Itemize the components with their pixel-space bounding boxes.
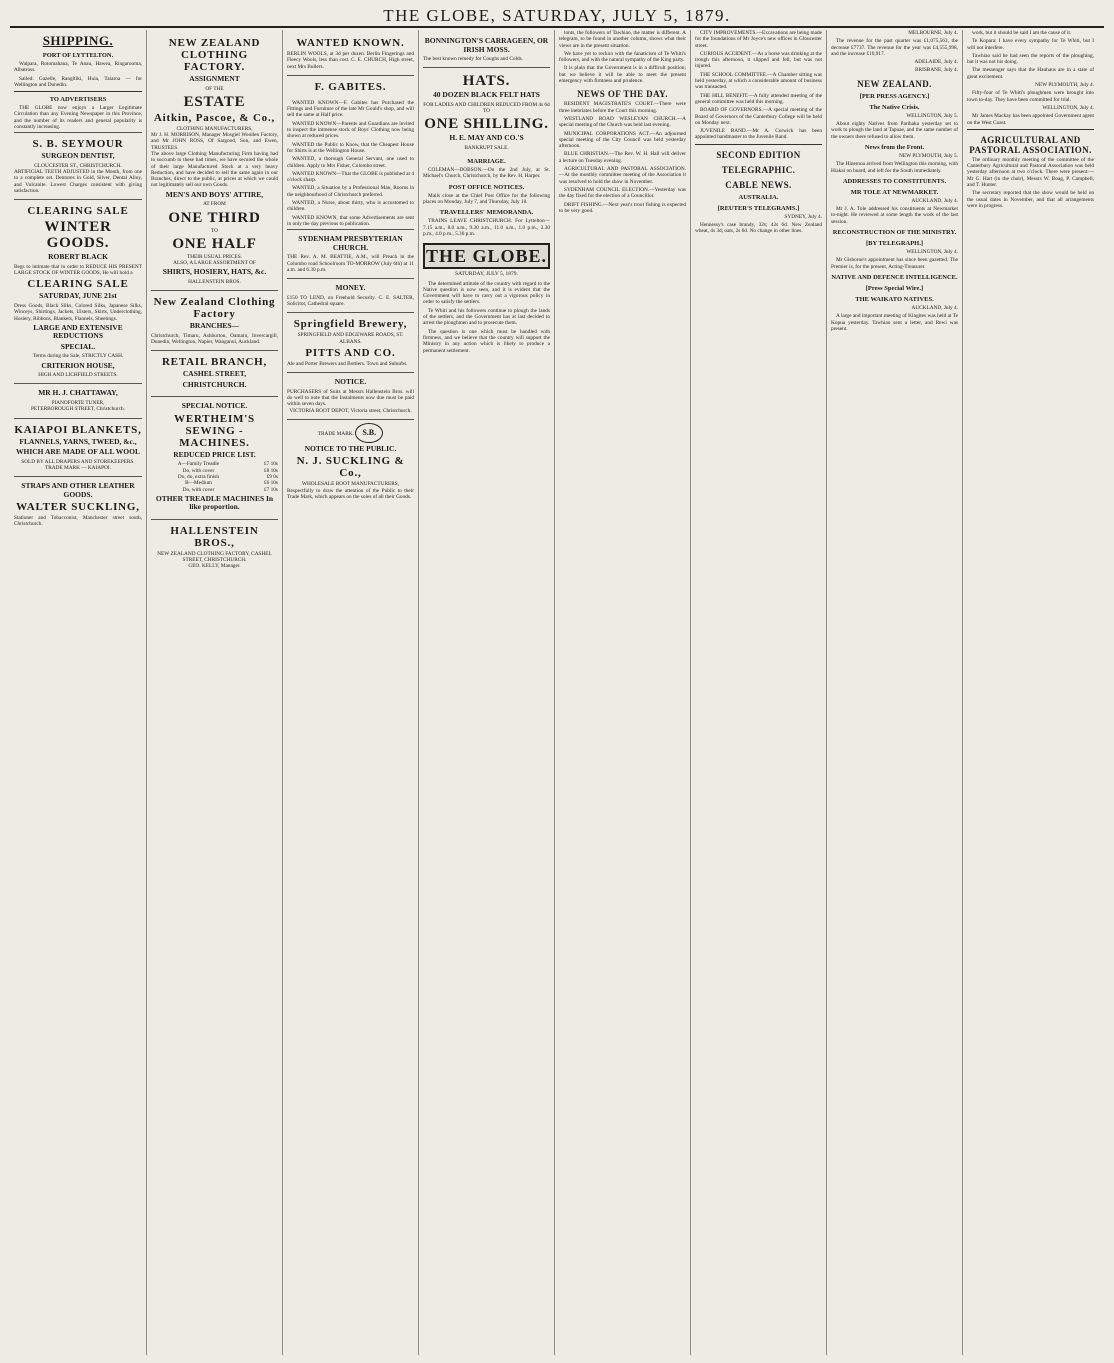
wanted-item: WANTED the Public to Know, that the Cheapest House for Shirts is at the Wellington House.: [287, 141, 414, 154]
seymour-body: ARTIFICIAL TEETH ADJUSTED in the Month, from one to a complete set. Dentures in Gold, Silver, Dental Alloy, and Vulcanite. Lowest Charges consistent with giving satisfaction.: [14, 169, 142, 195]
wellington-dateline: WELLINGTON, July 5.: [906, 112, 958, 119]
post-office-body: Mails close at the Chief Post Office for the following places on Monday, July 7, and Thursday, July 10.: [423, 192, 550, 206]
shipping-heading: SHIPPING.: [42, 33, 114, 48]
column-4: [418, 30, 554, 1355]
suckling-body: Stationer and Tobacconist, Manchester street south, Christchurch.: [14, 515, 142, 528]
trademark-logo-icon: S.B.: [355, 423, 383, 443]
manufacturers: CLOTHING MANUFACTURERS,: [176, 125, 253, 132]
reduced-price-list: REDUCED PRICE LIST.: [173, 449, 256, 459]
constituents-heading: ADDRESSES TO CONSTITUENTS.: [842, 177, 947, 185]
bonnington-advert: [423, 32, 550, 65]
marriage-body: COLEMAN—DOBSON.—On the 2nd July, at St. Michael's Church, Christchurch, by the Rev. H. Harper.: [423, 167, 550, 180]
by-telegraph: [BY TELEGRAPH.]: [865, 240, 924, 248]
column-6: [690, 30, 826, 1355]
may-sub: BANKRUPT SALE.: [464, 144, 509, 151]
wanted-known-heading: WANTED KNOWN.: [296, 37, 405, 49]
straps: STRAPS AND OTHER LEATHER GOODS.: [21, 481, 135, 499]
editorial-paragraph: We have yet to reckon with the fanaticism of Te Whiti's followers, and with the natural sympathy of the King party.: [559, 50, 686, 64]
divider: [695, 144, 822, 145]
winter-goods-heading: WINTER GOODS.: [44, 219, 112, 252]
seymour-address: GLOUCESTER ST., CHRISTCHURCH.: [34, 162, 122, 169]
news-item: CITY IMPROVEMENTS.—Excavations are being made for the foundations of Mr Joyce's new offices in Gloucester street.: [695, 30, 822, 49]
black-body: Begs to intimate that in order to REDUCE HIS PRESENT LARGE STOCK OF WINTER GOODS, He will hold a: [14, 263, 142, 277]
wertheim-heading: WERTHEIM'S SEWING - MACHINES.: [174, 412, 255, 449]
church-body: THE Rev. A. M. BEATTIE, A.M., will Preach in the Colombo road Schoolroom TO-MORROW (July 6th) at 11 a.m. and 6.30 p.m.: [287, 254, 414, 273]
second-edition: SECOND EDITION: [716, 149, 801, 160]
price-value: £6 10s: [264, 480, 278, 487]
auckland-dateline-2: AUCKLAND, July 4.: [911, 304, 958, 311]
advertisers-body: THE GLOBE now enjoys a Larger Legitimate Circulation than any Evening Newspaper in this Province, and the number of its readers and general popularity is constantly increasing.: [14, 105, 142, 131]
suckling-body: Respectfully to draw the attention of the Public to their Trade Mark, which appears on the soles of all their Goods.: [287, 487, 414, 500]
chattaway-advert: [14, 383, 142, 415]
news-item: The messenger says that the Hauhaus are in a state of great excitement.: [967, 67, 1094, 80]
money-body: £150 TO LEND, on Freehold Security. C. E. SALTER, Solicitor, Cathedral square.: [287, 294, 414, 307]
column-3: [282, 30, 418, 1355]
news-item: THE SCHOOL COMMITTEE.—A Chamber sitting was held yesterday, at which a considerable amount of business was transacted.: [695, 71, 822, 91]
criterion-house: CRITERION HOUSE,: [41, 360, 115, 370]
criterion-address: HIGH AND LICHFIELD STREETS.: [38, 372, 118, 379]
wanted-item: WANTED, a Situation by a Professional Man, Rooms in the neighbourhood of Christchurch preferred.: [287, 185, 414, 198]
kaiapoi-body: WHICH ARE MADE OF ALL WOOL: [16, 447, 140, 457]
news-item: Te Kopara: I have every sympathy for Te Whiti, but I will not interfere.: [967, 38, 1094, 51]
hats-40: 40 DOZEN BLACK FELT HATS: [433, 90, 540, 100]
assignment: ASSIGNMENT: [189, 74, 240, 83]
hallenstein-advert: [151, 519, 278, 573]
hats-advert: [423, 67, 550, 154]
mens-attire: MEN'S AND BOYS' ATTIRE,: [165, 189, 264, 199]
newspaper-title: THE GLOBE, SATURDAY, JULY 5, 1879.: [383, 6, 731, 25]
price-value: £7 10s: [264, 461, 278, 468]
native-defence-heading: NATIVE AND DEFENCE INTELLIGENCE.: [831, 273, 958, 281]
retail-advert: [151, 350, 278, 394]
chattaway-address: PETERBOROUGH STREET, Christchurch.: [30, 406, 126, 413]
wellington-body: Mr James Mackay has been appointed Government agent on the West Coast.: [967, 113, 1094, 126]
retail-branch: RETAIL BRANCH,: [161, 356, 268, 369]
wellington-dateline: WELLINGTON, July 4.: [1042, 104, 1094, 111]
native-crisis: The Native Crisis.: [869, 103, 920, 111]
press-wire: [Press Special Wire.]: [865, 284, 924, 292]
australia: AUSTRALIA.: [738, 193, 779, 201]
church-heading: SYDENHAM PRESBYTERIAN CHURCH.: [298, 234, 403, 252]
nz-heading: NEW ZEALAND.: [857, 78, 932, 89]
one-half: ONE HALF: [172, 235, 257, 252]
brisbane-dateline: BRISBANE, July 4.: [915, 67, 958, 74]
walter-suckling: WALTER SUCKLING,: [16, 501, 140, 514]
nz-factory: New Zealand Clothing Factory: [153, 296, 276, 321]
news-item: THE HILL BENEFIT.—A fully attended meeting of the general committee was held this morning.: [695, 92, 822, 105]
chattaway-title: PIANOFORTE TUNER,: [51, 399, 105, 406]
seymour-title: SURGEON DENTIST,: [41, 151, 115, 161]
factory-address: NEW ZEALAND CLOTHING FACTORY, CASHEL STREET, CHRISTCHURCH.: [157, 550, 272, 564]
cable-news: CABLE NEWS.: [725, 179, 792, 190]
reuters: [REUTER'S TELEGRAMS.]: [717, 204, 800, 212]
price-item: Do, with cover: [182, 467, 215, 474]
gabites-advert: [287, 75, 414, 98]
terms: Terms during the Sale, STRICTLY CASH.: [32, 353, 124, 360]
trustees: Mr J. H. MORRISON, Manager Mosgiel Woollen Factory, and Mr JOHN ROSS, Of Sargood, Son, and Ewen, TRUSTEES.: [151, 132, 278, 151]
news-item: CURIOUS ACCIDENT.—As a horse was drinking at the trough this afternoon, it slipped and fell, but was not injured.: [695, 50, 822, 70]
wertheim-advert: [151, 396, 278, 516]
column-1: [10, 30, 146, 1355]
agric-heading: AGRICULTURAL AND PASTORAL ASSOCIATION.: [969, 134, 1092, 155]
agric-body-2: The secretary reported that the show would be held on the usual dates in November, and that all arrangements were in progress.: [967, 190, 1094, 209]
wanted-item: WANTED KNOWN—Parents and Guardians are invited to inspect the immense stock of Boys' Clothing now being shown at reduced prices.: [287, 120, 414, 140]
globe-logo: THE GLOBE.: [423, 243, 550, 269]
news-heading: NEWS OF THE DAY.: [577, 89, 668, 100]
news-item: AGRICULTURAL AND PASTORAL ASSOCIATION.—At the monthly committee meeting of the Association it was resolved to hold the show in November.: [559, 166, 686, 185]
kaiapoi-sub: FLANNELS, YARNS, TWEED, &c.,: [19, 436, 137, 446]
agric-body: The ordinary monthly meeting of the committee of the Canterbury Agricultural and Pastoral Association was held yesterday afternoon at two o'clock. There were present:—Mr G. Hart (in the chair), Messrs W. Boag, P. Campbell, and T. Hunter.: [967, 156, 1094, 189]
one-third: ONE THIRD: [168, 209, 261, 226]
news-item: RESIDENT MAGISTRATE'S COURT.—There were three inebriates before the Court this morning.: [559, 101, 686, 114]
branches: BRANCHES—: [189, 321, 240, 331]
price-item: Do, with cover: [182, 486, 215, 493]
shipping-sailed: Sailed: Gazelle, Rangitiki, Huia, Taiaroa — for Wellington and Dunedin.: [14, 75, 142, 88]
divider: [14, 91, 142, 92]
price-value: £8 10s: [264, 467, 278, 474]
reductions: LARGE AND EXTENSIVE REDUCTIONS: [33, 322, 123, 341]
wanted-item: WANTED, a Nurse, about thirty, who is accustomed to children.: [287, 200, 414, 213]
suckling-co: N. J. SUCKLING & Co.,: [296, 455, 405, 480]
one-shilling: ONE SHILLING.: [424, 116, 549, 133]
news-item: Tawhiao said he had seen the reports of the ploughing, but it was not his doing.: [967, 52, 1094, 66]
tole-heading: MR TOLE AT NEWMARKET.: [850, 188, 939, 196]
waikato-body: A large and important meeting of Kingites was held at Te Kopua yesterday. Tawhiao sent a letter, and Rewi was present.: [831, 313, 958, 332]
reconstruction-heading: RECONSTRUCTION OF THE MINISTRY.: [832, 229, 957, 237]
kaiapoi-advert: [14, 418, 142, 475]
kaiapoi-sold: SOLD BY ALL DRAPERS AND STOREKEEPERS.: [21, 458, 135, 465]
berlin-wools: BERLIN WOOLS, at 3d per dozen. Berlin Fingerings and Fleecy Wools, less than cost. C. E. CHURCH, High street, next Mrs Bullers.: [287, 51, 414, 70]
column-5: [554, 30, 690, 1355]
cashel-street: CASHEL STREET,: [182, 369, 247, 379]
auckland-dateline: AUCKLAND, July 4.: [911, 197, 958, 204]
nz-clothing-heading: NEW ZEALAND CLOTHING FACTORY.: [168, 37, 261, 73]
suckling-sub: WHOLESALE BOOT MANUFACTURERS,: [301, 481, 400, 488]
trademark-advert: [287, 419, 414, 503]
trade-label: TRADE MARK.: [317, 430, 354, 437]
editorial-paragraph: Te Whiti and his followers continue to plough the lands of the settlers, and the Government has at last decided to arrest the ploughmen and to prosecute them.: [423, 307, 550, 327]
divider: [967, 129, 1094, 130]
front-body: The Hinemoa arrived from Wellington this morning, with Hiakai on board, and left for the South immediately.: [831, 161, 958, 174]
crisis-body: About eighty Natives from Parihaka yesterday set to work to plough the land at Tapuae, and the same number of the owners there refused to allow them.: [831, 121, 958, 140]
plymouth-body: Fifty-four of Te Whiti's ploughmen were brought into town to-day. They have been committed for trial.: [967, 90, 1094, 103]
news-item: WESTLAND ROAD WESLEYAN CHURCH.—A special meeting of the Church was held last evening.: [559, 115, 686, 129]
price-value: £7 10s: [264, 486, 278, 493]
black-sale: CLEARING SALE: [27, 278, 129, 291]
sydney-dateline: SYDNEY, July 4.: [784, 213, 822, 220]
chattaway-name: MR H. J. CHATTAWAY,: [38, 388, 118, 398]
black-advert: [14, 199, 142, 381]
black-date: SATURDAY, JUNE 21st: [39, 291, 117, 301]
bonnington-sub: The best known remedy for Coughs and Colds.: [423, 56, 524, 62]
news-item: work, but it should be said I am the cause of it.: [972, 30, 1072, 36]
other-machines: OTHER TREADLE MACHINES In like proportion.: [155, 493, 274, 512]
wanted-item: WANTED KNOWN—That the GLOBE is published at 4 o'clock sharp.: [287, 170, 414, 184]
black-items: Dress Goods, Black Silks, Colored Silks, Japanese Silks, Winceys, Shirtings, Jackets, Ulsters, Skirts, Underclothing, Hosiery, Ribbons, Blankets, Flannels, Sheetings.: [14, 302, 142, 322]
page-columns: [10, 30, 1104, 1355]
table-row: [151, 487, 278, 493]
melbourne-body: The revenue for the past quarter was £1,075,563, the decrease £7737. The revenue for the year was £4,555,998, and the increase £10,917.: [831, 38, 958, 57]
waikato-heading: THE WAIKATO NATIVES.: [855, 295, 934, 303]
trade-mark-row: [287, 423, 414, 443]
price-value: £9 0s: [266, 473, 278, 480]
kaiapoi-mark: TRADE MARK — KAIAPOI.: [45, 464, 111, 471]
notice-heading: NOTICE.: [334, 377, 367, 387]
wanted-item: WANTED, a thorough General Servant, one used to children. Apply to Mrs Fisher, Colombo street.: [287, 156, 414, 169]
price-table: [151, 461, 278, 492]
news-item: BLUE CHRISTIAN.—The Rev. W. H. Hall will deliver a lecture on Tuesday evening.: [559, 151, 686, 164]
travellers-body: TRAINS LEAVE CHRISTCHURCH. For Lyttelton—7.15 a.m., 8.0 a.m., 9.30 a.m., 11.0 a.m., 1.0 p.m., 2.30 p.m., 4.0 p.m., 5.30 p.m.: [423, 218, 550, 237]
also: ALSO, A LARGE ASSORTMENT OF: [173, 260, 256, 267]
notice-advert: [287, 372, 414, 417]
new-plymouth-dateline: NEW PLYMOUTH, July 5.: [899, 152, 958, 159]
christchurch: CHRISTCHURCH.: [182, 379, 247, 389]
column-7: [826, 30, 962, 1355]
price-item: A—Family Treadle: [177, 461, 220, 468]
travellers-heading: TRAVELLERS' MEMORANDA.: [439, 209, 534, 217]
sydney-body: Hennessy's case brandy, 32s; 42s 6d. New Zealand wheat, 4s 3d; oats, 2s 6d. No change in other lines.: [695, 222, 822, 235]
wanted-item: WANTED KNOWN, that some Advertisements are sent in only the day previous to publication.: [287, 214, 414, 227]
tole-body: Mr J. A. Tole addressed his constituents at Newmarket to-night. He reviewed at some length the work of the last session.: [831, 206, 958, 225]
gabites-name: F. GABITES.: [314, 80, 387, 93]
may-co: H. E. MAY AND CO.'S: [449, 133, 524, 143]
of-the: OF THE: [205, 85, 224, 92]
boot-depot: VICTORIA BOOT DEPOT, Victoria street, Christchurch.: [289, 407, 412, 414]
price-item: B—Medium: [185, 480, 212, 487]
hats-body: FOR LADIES AND CHILDREN REDUCED FROM 4s 6d TO: [423, 101, 550, 115]
suckling-advert: [14, 476, 142, 531]
springfield-brewery: Springfield Brewery,: [293, 318, 408, 331]
news-item: SYDENHAM COUNCIL ELECTION.—Yesterday was the day fixed for the election of a Councillor.: [559, 186, 686, 200]
news-item: BOARD OF GOVERNORS.—A special meeting of the Board of Governors of the Canterbury College will be held on Monday next.: [695, 107, 822, 126]
shipping-arrivals: Waipara, Rotomahana, Te Anau, Hawea, Ringarooma, Albatross.: [14, 61, 142, 74]
money-heading: MONEY.: [335, 283, 366, 293]
masthead: [10, 6, 1104, 28]
usual-prices: THEIR USUAL PRICES.: [187, 253, 242, 260]
hats-heading: HATS.: [462, 73, 511, 90]
aitkin-body: The above large Clothing Manufacturing Firm having had to succumb to these bad times, we have secured the whole of their large Manufactured Stock at a very heavy Reduction, and have decided to sell the same again in our Branches, direct to the public, at prices at which we could not legitimately sell our own Goods.: [151, 150, 278, 189]
editorial-paragraph: The determined attitude of the country with regard to the Native question is now seen, and it is evident that the Government will have to carry out a vigorous policy in order to satisfy the settlers.: [423, 280, 550, 306]
news-item: DRIFT FISHING.—Next year's trout fishing is expected to be very good.: [559, 201, 686, 214]
special-heading: SPECIAL.: [60, 341, 96, 351]
wanted-item: WANTED KNOWN—F. Gabites has Purchased the Fittings and Furniture of the late Mr Gould's shop, and will sell the same at Half price.: [287, 99, 414, 119]
news-item: MUNICIPAL CORPORATIONS ACT.—An adjourned special meeting of the City Council was held yesterday afternoon.: [559, 130, 686, 150]
price-item: Do, do, extra finish: [177, 473, 219, 480]
shirts: SHIRTS, HOSIERY, HATS, &c.: [162, 267, 267, 277]
seymour-advert: [14, 132, 142, 197]
bonnington-heading: BONNINGTON'S CARRAGEEN, OR IRISH MOSS.: [424, 36, 549, 54]
pitts-body: Ale and Porter Brewers and Bottlers. Town and Suburbs.: [287, 360, 408, 367]
manager: GEO. KELLY, Manager.: [188, 563, 241, 570]
seymour-name: S. B. SEYMOUR: [32, 138, 124, 151]
front-news: News from the Front.: [864, 143, 925, 151]
brewery-advert: [287, 312, 414, 370]
hallenstein-sig: HALLENSTEIN BROS.: [188, 278, 241, 285]
advertisers-heading: TO ADVERTISERS: [49, 96, 107, 104]
estate: ESTATE: [183, 93, 246, 110]
springfield-address: SPRINGFIELD AND EDGEWARE ROADS, ST. ALBANS.: [297, 332, 404, 345]
news-item: JUVENILE BAND.—Mr A. Corwick has been appointed bandmaster to the Juvenile Band.: [695, 128, 822, 141]
marriage-heading: MARRIAGE.: [467, 158, 506, 166]
wellington-dateline-2: WELLINGTON, July 4.: [906, 249, 958, 256]
branch-list: Christchurch, Timaru, Ashburton, Oamaru, Invercargill, Dunedin, Wellington, Napier, Wanganui, Auckland.: [151, 332, 278, 346]
kaiapoi-heading: KAIAPOI BLANKETS,: [14, 423, 142, 436]
globe-date: SATURDAY, JULY 5, 1879.: [455, 271, 518, 278]
black-name: ROBERT BLACK: [48, 252, 108, 262]
church-wool-advert: [287, 32, 414, 73]
post-office-heading: POST OFFICE NOTICES.: [448, 183, 525, 191]
aitkin-name: Aitkin, Pascoe, & Co.,: [153, 111, 276, 124]
church-advert: [287, 229, 414, 276]
pitts-co: PITTS AND CO.: [305, 346, 396, 359]
notice-body: PURCHASERS of Suits at Messrs Hallenstein Bros. will do well to note that the Instalments now due must be paid within seven days.: [287, 388, 414, 408]
suckling-notice: NOTICE TO THE PUBLIC.: [304, 443, 397, 453]
aitkin-advert: [151, 32, 278, 288]
factory-advert: [151, 290, 278, 348]
adelaide-dateline: ADELAIDE, July 4.: [914, 59, 958, 66]
special-notice: SPECIAL NOTICE.: [181, 401, 248, 411]
telegraphic: TELEGRAPHIC.: [721, 164, 796, 175]
column-8: [962, 30, 1098, 1355]
melbourne-dateline: MELBOURNE, July 4.: [908, 30, 958, 36]
to-label: TO: [211, 227, 218, 234]
editorial-paragraph: The question is one which must be handled with firmness, and we believe that the country will support the Ministry in any action which is likely to produce a permanent settlement.: [423, 328, 550, 354]
money-advert: [287, 278, 414, 310]
editorial-paragraph: It is plain that the Government is in a difficult position; but we believe it will be able to meet the present emergency with firmness and prudence.: [559, 65, 686, 85]
reconstruction-body: Mr Gisborne's appointment has since been gazetted. The Premier is, for the present, Acting-Treasurer.: [831, 257, 958, 270]
press-agency: [PER PRESS AGENCY.]: [859, 92, 930, 100]
editorial-paragraph: tonts, the followers of Tawhiao, the matter is different. A telegram, to be found in another column, shows what their views are in the present situation.: [559, 30, 686, 49]
port-heading: PORT OF LYTTELTON.: [42, 52, 114, 59]
clearing-heading: CLEARING SALE: [27, 205, 129, 218]
hallenstein-bros: HALLENSTEIN BROS.,: [170, 524, 259, 549]
column-2: [146, 30, 282, 1355]
plymouth-dateline: NEW PLYMOUTH, July 4.: [1035, 82, 1094, 89]
at-from: AT FROM: [203, 201, 226, 208]
